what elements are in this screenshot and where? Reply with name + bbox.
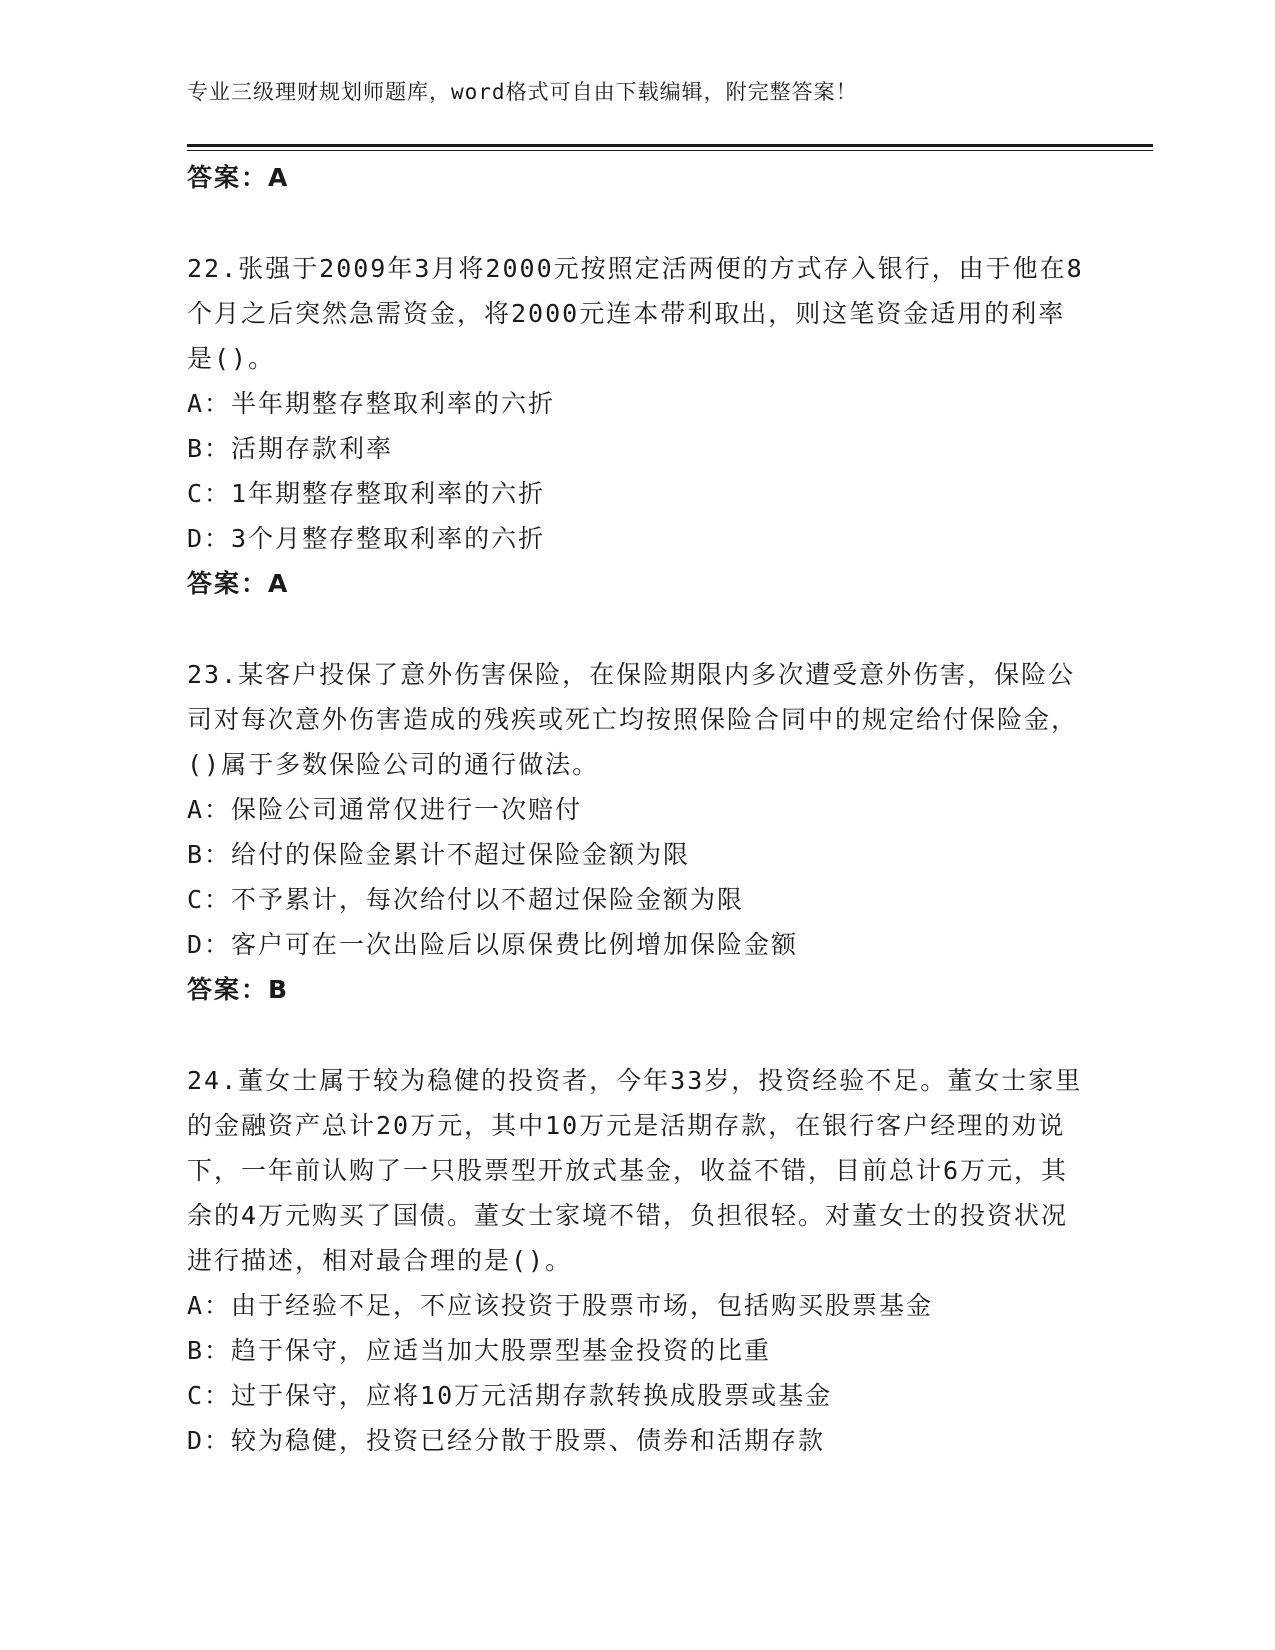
- header-rule-thick: [187, 144, 1153, 147]
- option-d: D：较为稳健，投资已经分散于股票、债券和活期存款: [187, 1426, 826, 1455]
- question-stem: 24.董女士属于较为稳健的投资者，今年33岁，投资经验不足。董女士家里的金融资产总计20万元，其中10万元是活期存款，在银行客户经理的劝说下，一年前认购了一只股票型开放式基金，收益不错，目前总计6万元，其余的4万元购买了国债。董女士家境不错，负担很轻。对董女士的投资状况进行描述，相对最合理的是()。: [187, 1066, 1083, 1275]
- question-stem: 22.张强于2009年3月将2000元按照定活两便的方式存入银行，由于他在8个月之后突然急需资金，将2000元连本带利取出，则这笔资金适用的利率是()。: [187, 254, 1084, 373]
- question-22: [187, 246, 1087, 606]
- option-a: A：半年期整存整取利率的六折: [187, 389, 556, 418]
- option-c: C：过于保守，应将10万元活期存款转换成股票或基金: [187, 1381, 833, 1410]
- spacer: [187, 200, 1087, 246]
- answer-line: 答案：B: [187, 975, 290, 1004]
- answer-line: 答案：A: [187, 569, 290, 598]
- option-a: A：保险公司通常仅进行一次赔付: [187, 795, 583, 824]
- option-b: B：给付的保险金累计不超过保险金额为限: [187, 840, 691, 869]
- option-a: A：由于经验不足，不应该投资于股票市场，包括购买股票基金: [187, 1291, 934, 1320]
- spacer: [187, 606, 1087, 652]
- option-b: B：趋于保守，应适当加大股票型基金投资的比重: [187, 1336, 772, 1365]
- spacer: [187, 1012, 1087, 1058]
- question-24: [187, 1058, 1087, 1463]
- option-c: C：不予累计，每次给付以不超过保险金额为限: [187, 885, 745, 914]
- header-rule-thin: [187, 150, 1153, 151]
- option-b: B：活期存款利率: [187, 434, 394, 463]
- answer-line: 答案：A: [187, 163, 290, 192]
- option-d: D：3个月整存整取利率的六折: [187, 524, 546, 553]
- page-header: 专业三级理财规划师题库，word格式可自由下载编辑，附完整答案！: [187, 80, 858, 104]
- option-c: C：1年期整存整取利率的六折: [187, 479, 546, 508]
- option-d: D：客户可在一次出险后以原保费比例增加保险金额: [187, 930, 799, 959]
- document-body: [187, 155, 1087, 1463]
- question-23: [187, 652, 1087, 1012]
- question-stem: 23.某客户投保了意外伤害保险，在保险期限内多次遭受意外伤害，保险公司对每次意外伤害造成的残疾或死亡均按照保险合同中的规定给付保险金，()属于多数保险公司的通行做法。: [187, 660, 1079, 779]
